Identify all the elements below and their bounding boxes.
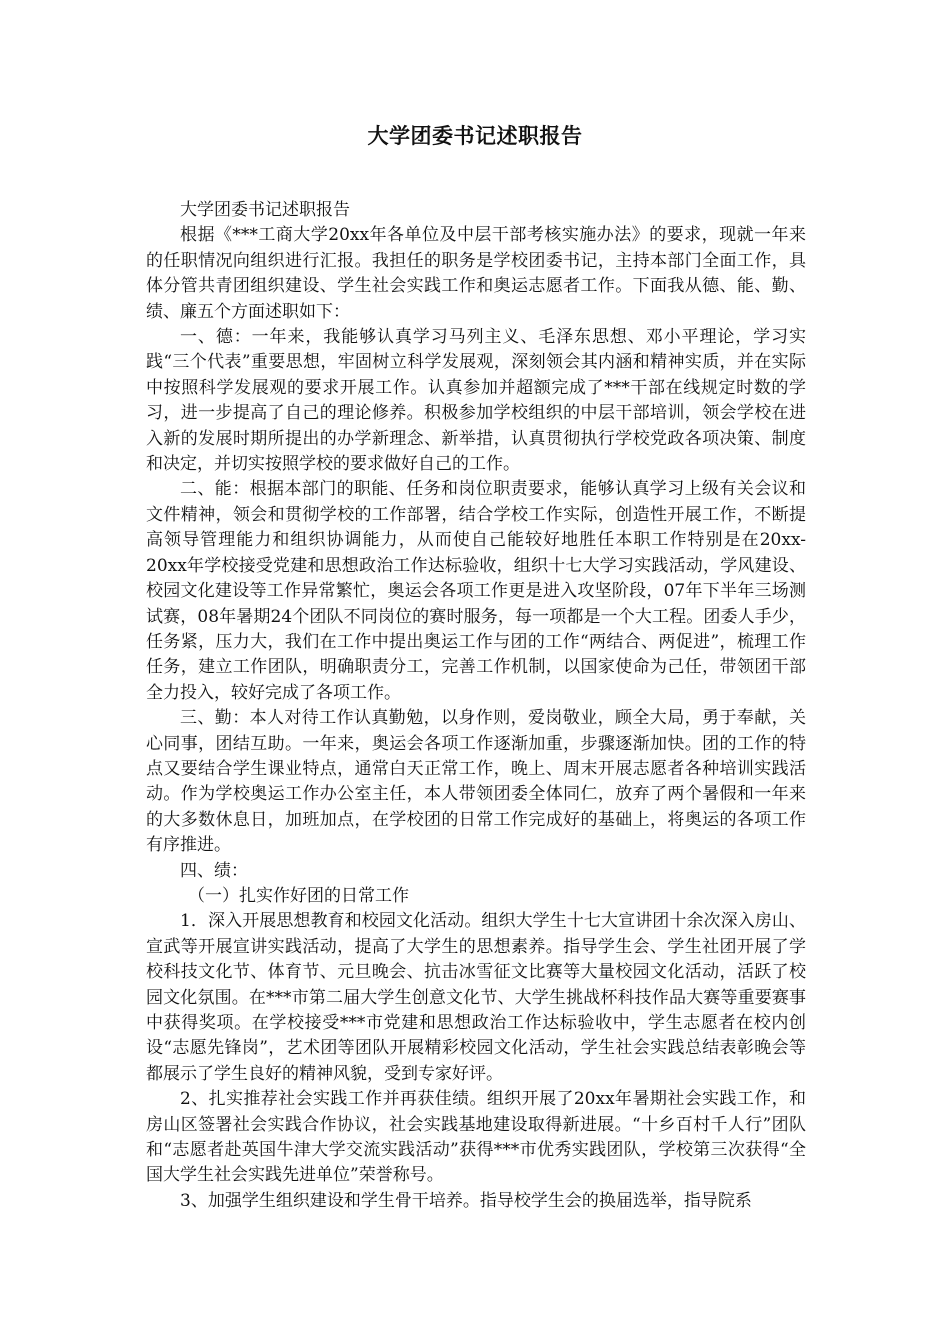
paragraph-item-3: 3、加强学生组织建设和学生骨干培养。指导校学生会的换届选举，指导院系 [180, 1190, 752, 1211]
paragraph-section-one-heading: （一）扎实作好团的日常工作 [188, 885, 409, 906]
document-body [146, 198, 806, 1214]
paragraph-item-1: 1．深入开展思想教育和校园文化活动。组织大学生十七大宣讲团十余次深入房山、宣武等开展宣讲实践活动，提高了大学生的思想素养。指导学生会、学生社团开展了学校科技文化节、体育节、元旦晚会、抗击冰雪征文比赛等大量校园文化活动，活跃了校园文化氛围。在***市第二届大学生创意文化节、大学生挑战杯科技作品大赛等重要赛事中获得奖项。在学校接受***市党建和思想政治工作达标验收中，学生志愿者在校内创设“志愿先锋岗”，艺术团等团队开展精彩校园文化活动，学生社会实践总结表彰晚会等都展示了学生良好的精神风貌，受到专家好评。 [146, 911, 806, 1084]
paragraph-ji-heading: 四、绩： [180, 860, 248, 881]
paragraph-intro: 根据《***工商大学20xx年各单位及中层干部考核实施办法》的要求，现就一年来的任职情况向组织进行汇报。我担任的职务是学校团委书记，主持本部门全面工作，具体分管共青团组织建设、学生社会实践工作和奥运志愿者工作。下面我从德、能、勤、绩、廉五个方面述职如下： [146, 225, 806, 322]
paragraph-item-2: 2、扎实推荐社会实践工作并再获佳绩。组织开展了20xx年暑期社会实践工作，和房山区签署社会实践合作协议，社会实践基地建设取得新进展。“十乡百村千人行”团队和“志愿者赴英国牛津大学交流实践活动”获得***市优秀实践团队，学校第三次获得“全国大学生社会实践先进单位”荣誉称号。 [146, 1089, 806, 1186]
paragraph-qin: 三、勤：本人对待工作认真勤勉，以身作则，爱岗敬业，顾全大局，勇于奉献，关心同事，团结互助。一年来，奥运会各项工作逐渐加重，步骤逐渐加快。团的工作的特点又要结合学生课业特点，通常白天正常工作，晚上、周末开展志愿者各种培训实践活动。作为学校奥运工作办公室主任，本人带领团委全体同仁，放弃了两个暑假和一年来的大多数休息日，加班加点，在学校团的日常工作完成好的基础上，将奥运的各项工作有序推进。 [146, 708, 806, 856]
document-title: 大学团委书记述职报告 [367, 123, 583, 148]
paragraph-neng: 二、能：根据本部门的职能、任务和岗位职责要求，能够认真学习上级有关会议和文件精神，领会和贯彻学校的工作部署，结合学校工作实际，创造性开展工作，不断提高领导管理能力和组织协调能力，从而使自己能较好地胜任本职工作特别是在20xx-20xx年学校接受党建和思想政治工作达标验收，组织十七大学习实践活动，学风建设、校园文化建设等工作异常繁忙，奥运会各项工作更是进入攻坚阶段，07年下半年三场测试赛，08年暑期24个团队不同岗位的赛时服务，每一项都是一个大工程。团委人手少，任务紧，压力大，我们在工作中提出奥运工作与团的工作“两结合、两促进”，梳理工作任务，建立工作团队，明确职责分工，完善工作机制，以国家使命为己任，带领团干部全力投入，较好完成了各项工作。 [146, 479, 806, 703]
paragraph-heading-repeat: 大学团委书记述职报告 [180, 200, 350, 220]
paragraph-de: 一、德：一年来，我能够认真学习马列主义、毛泽东思想、邓小平理论，学习实践“三个代表”重要思想，牢固树立科学发展观，深刻领会其内涵和精神实质，并在实际中按照科学发展观的要求开展工作。认真参加并超额完成了***干部在线规定时数的学习，进一步提高了自己的理论修养。积极参加学校组织的中层干部培训，领会学校在进入新的发展时期所提出的办学新理念、新举措，认真贯彻执行学校党政各项决策、制度和决定，并切实按照学校的要求做好自己的工作。 [146, 327, 806, 475]
